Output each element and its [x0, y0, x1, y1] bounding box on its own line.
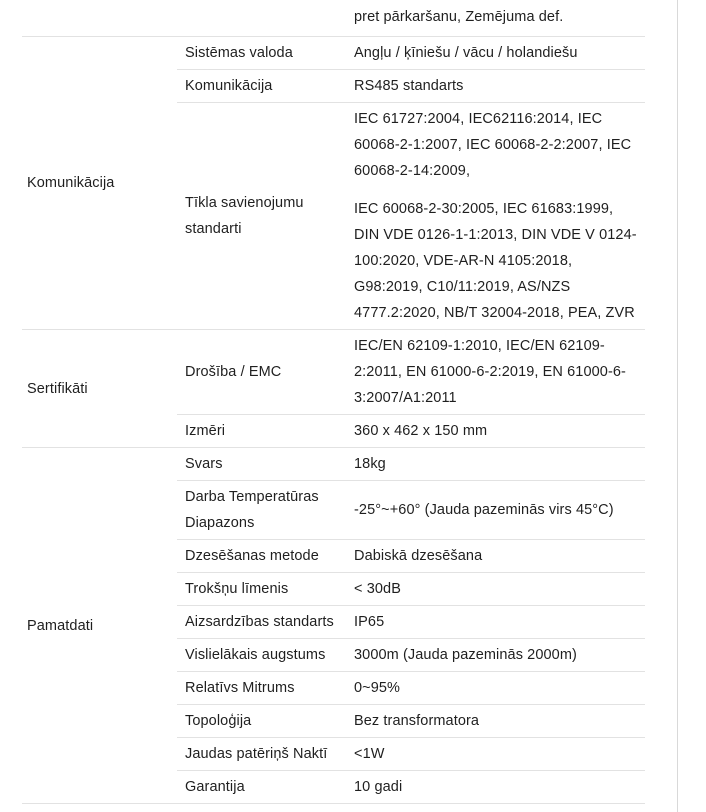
param-value: RS485 standarts	[346, 70, 645, 103]
param-value: IEC/EN 62109-1:2010, IEC/EN 62109-2:2011, EN 61000-6-2:2019, EN 61000-6-3:2007/A1:2011	[346, 330, 645, 415]
param-value: 18kg	[346, 448, 645, 481]
param-value: Dabiskā dzesēšana	[346, 540, 645, 573]
param-label: Tīkla savienojumu standarti	[177, 103, 346, 330]
table-row	[22, 448, 645, 481]
param-value: Angļu / ķīniešu / vācu / holandiešu	[346, 37, 645, 70]
param-value: 360 x 462 x 150 mm	[346, 415, 645, 448]
param-value: 3000m (Jauda pazeminās 2000m)	[346, 639, 645, 672]
table-row-system-language	[22, 37, 645, 70]
param-value: Bez transformatora	[346, 705, 645, 738]
param-value: IEC 61727:2004, IEC62116:2014, IEC 60068-2-1:2007, IEC 60068-2-2:2007, IEC 60068-2-14:2009,	[354, 111, 632, 179]
group-komunikacija: Komunikācija	[22, 37, 177, 330]
group-pamatdati: Pamatdati	[22, 448, 177, 804]
param-value: -25°~+60° (Jauda pazeminās virs 45°C)	[346, 481, 645, 540]
param-label: Izmēri	[177, 415, 346, 448]
param-label: Drošība / EMC	[177, 330, 346, 415]
spec-table	[22, 0, 645, 804]
param-value: IEC 60068-2-30:2005, IEC 61683:1999, DIN VDE 0126-1-1:2013, DIN VDE V 0124-100:2020, VDE-AR-N 4105:2018, G98:2019, C10/11:2019, AS/NZS 4777.2:2020, NB/T 32004-2018, PEA, ZVR	[354, 201, 637, 321]
param-label: Aizsardzības standarts	[177, 606, 346, 639]
param-label: Topoloģija	[177, 705, 346, 738]
param-label: Dzesēšanas metode	[177, 540, 346, 573]
param-label: Svars	[177, 448, 346, 481]
group-sertifikati: Sertifikāti	[22, 330, 177, 448]
param-label: Sistēmas valoda	[177, 37, 346, 70]
page-right-border	[677, 0, 678, 812]
param-label: Garantija	[177, 771, 346, 804]
param-value: 0~95%	[346, 672, 645, 705]
param-value: 10 gadi	[346, 771, 645, 804]
param-label: Darba Temperatūras Diapazons	[177, 481, 346, 540]
param-value: <1W	[346, 738, 645, 771]
param-value: < 30dB	[346, 573, 645, 606]
param-label: Komunikācija	[177, 70, 346, 103]
param-label: Jaudas patēriņš Naktī	[177, 738, 346, 771]
continuation-value: pret pārkaršanu, Zemējuma def.	[346, 0, 645, 37]
param-label: Vislielākais augstums	[177, 639, 346, 672]
param-value: IP65	[346, 606, 645, 639]
param-label: Relatīvs Mitrums	[177, 672, 346, 705]
table-row-continuation	[22, 0, 645, 37]
table-row-safety-emc	[22, 330, 645, 415]
param-label: Trokšņu līmenis	[177, 573, 346, 606]
